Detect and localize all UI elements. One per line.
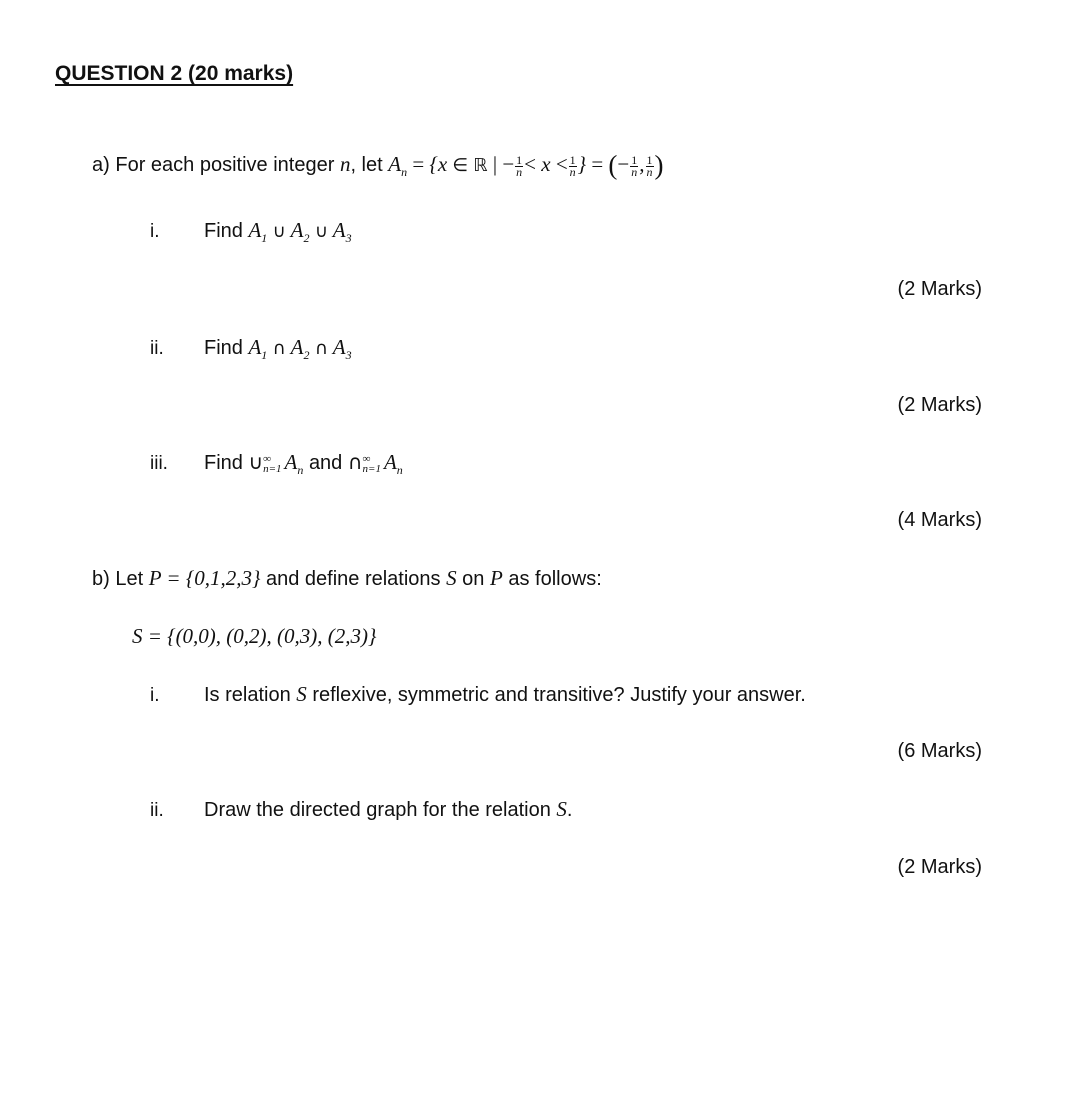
infinite-union-formula: ∪ ∞ n=1 $A_n$ <box>248 450 304 478</box>
marks-a-1: (2 Marks) <box>897 278 982 300</box>
set-definition-formula: $A_n = \{x$ ∈ ℝ | − $\frac{1}{n}$ < x < $\frac{1}{n}$ } = (− $\frac{1}{n}$ , $\frac{1}{n}$ ) <box>388 150 664 180</box>
part-b-as-follows: as follows: <box>508 568 602 590</box>
part-a-item-2 <box>150 335 352 363</box>
question-title: QUESTION 2 (20 marks) <box>55 62 294 85</box>
part-b-intro-rest: and define relations <box>265 568 441 590</box>
marks-b-2: (2 Marks) <box>897 856 982 878</box>
part-a-line <box>92 150 664 181</box>
part-a-n: n <box>339 152 351 176</box>
set-p-formula: P = {0,1,2,3} <box>148 566 261 590</box>
relation-s-formula: S = {(0,0), (0,2), (0,3), (2,3)} <box>132 624 377 648</box>
item-find-text: Find <box>204 452 243 474</box>
infinite-intersection-formula: ∩ ∞ n=1 $A_n$ <box>347 450 403 478</box>
part-b-item-1: i. Is relation S reflexive, symmetric and transitive? Justify your answer. <box>150 682 806 706</box>
intersection-formula: $A_1$ ∩ $A_2$ ∩ $A_3$ <box>248 335 352 363</box>
part-b-line: b) Let P = {0,1,2,3} and define relations S on P as follows: <box>92 566 602 590</box>
part-a-label: a) <box>92 154 110 176</box>
item-text: Is relation <box>204 684 291 706</box>
marks-b-1: (6 Marks) <box>897 740 982 762</box>
item-find-text: Find <box>204 337 243 359</box>
item-numeral: i. <box>150 685 160 706</box>
part-b-on: on <box>462 568 485 590</box>
and-text: and <box>308 452 343 474</box>
part-a-item-3 <box>150 450 403 478</box>
item-text: Draw the directed graph for the relation <box>204 799 551 821</box>
item-find-text: Find <box>204 220 243 242</box>
item-numeral: iii. <box>150 453 168 474</box>
part-a-let: , let <box>350 154 383 176</box>
part-b-let: Let <box>115 568 144 590</box>
item-numeral: i. <box>150 221 160 242</box>
part-a-item-1 <box>150 218 352 246</box>
union-formula: $A_1$ ∪ $A_2$ ∪ $A_3$ <box>248 218 352 246</box>
item-text-after: reflexive, symmetric and transitive? Justify your answer. <box>312 684 806 706</box>
marks-a-3: (4 Marks) <box>897 509 982 531</box>
part-b-label: b) <box>92 568 110 590</box>
part-a-intro: For each positive integer <box>115 154 335 176</box>
item-numeral: ii. <box>150 800 164 821</box>
item-numeral: ii. <box>150 338 164 359</box>
marks-a-2: (2 Marks) <box>897 394 982 416</box>
part-b-item-2: ii. Draw the directed graph for the relation S. <box>150 797 573 821</box>
